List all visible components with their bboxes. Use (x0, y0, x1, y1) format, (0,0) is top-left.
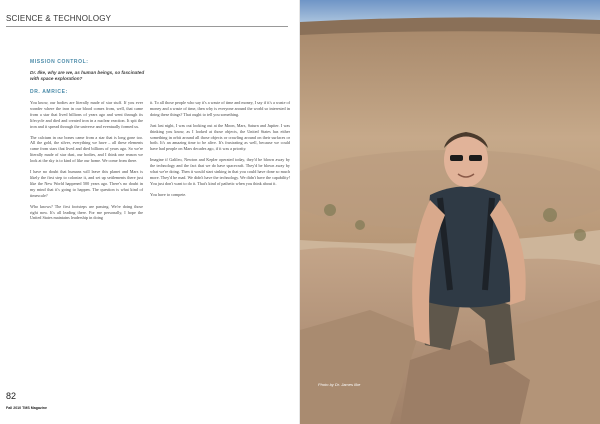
paragraph: Who knows? The first footsteps are passing. We're doing those right now. It's all leading there. For me personally, I hope the United States maintains leadership in doing (30, 203, 143, 221)
interviewer-label: MISSION CONTROL: (30, 59, 89, 65)
section-divider (6, 26, 288, 27)
paragraph: I have no doubt that humans will leave this planet and Mars is likely the first step to colonize it, and set up settlements there just like the New World happened 500 years ago. There's no doubt in my mind that it's going to happen. The question is what kind of timescale? (30, 169, 143, 198)
issue-line: Fall 2010 TMS Magazine (6, 406, 47, 410)
paragraph: You have to compete. (150, 191, 187, 197)
interviewee-label: DR. AMRICE: (30, 89, 68, 95)
paragraph: The calcium in our bones came from a star that is long gone too. All the gold, the silver, everything we have – all these elements came from stars that lived and died billions of years ago. So we're literally made of star dust, our bodies, and I think one reason we look at the sky is to kind of like our home. We come from there. (30, 134, 143, 164)
paragraph: Just last night, I was out looking out at the Moon, Mars, Saturn and Jupiter. I was thinking you know, as I looked at those objects, the United States has either something in orbit around all those objects or crawling around on their surfaces or both. It's an amazing time to be alive. It's frustrating as well, because we could have had people on Mars decades ago, if it was a priority. (150, 122, 290, 152)
page-number: 82 (6, 391, 17, 401)
person-in-crater-photo (300, 0, 600, 424)
right-text-column (150, 100, 290, 203)
photo-page (300, 0, 600, 424)
section-title: SCIENCE & TECHNOLOGY (6, 14, 112, 23)
photo-credit: Photo by Dr. James Ilke (318, 382, 361, 387)
paragraph: You know, our bodies are literally made of star stuff. If you ever wonder where the iron in our blood comes from, well, that came from a star that lived billions of years ago and went through its lifecycle and died and created iron in a nuclear reaction. It spit the iron and it spread through the universe and eventually formed us. (30, 100, 143, 129)
paragraph: Imagine if Galileo, Newton and Kepler operated today, they'd be blown away by the technology and the fact that we do have spacecraft. They'd be blown away by what we're doing. Then it would start sinking in that you could have done so much more. They'd be mad. We didn't have the technology. We didn't have the capability! You just don't want to do it. That's kind of pathetic when you think about it. (150, 157, 290, 186)
left-text-column (30, 100, 143, 226)
interview-question: Dr. Ilke, why are we, as human beings, so fascinated with space exploration? (30, 70, 145, 81)
paragraph: it. To all those people who say it's a waste of time and money, I say if it's a waste of money and a waste of time, then why is everyone around the world so interested in doing these things? That ought to tell you something. (150, 100, 290, 117)
